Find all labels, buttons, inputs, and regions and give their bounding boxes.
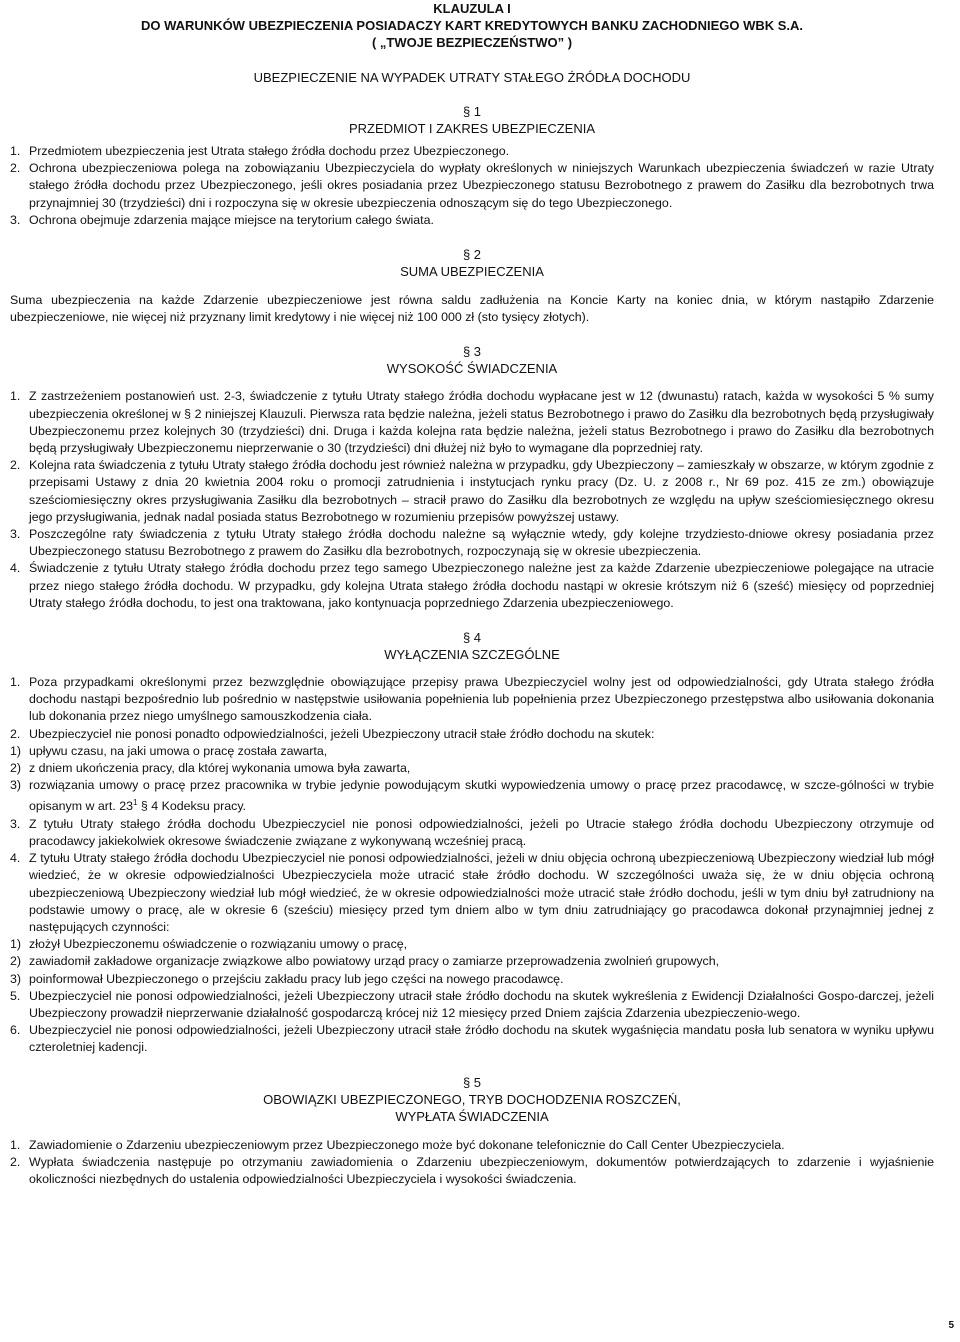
sub-list-item: 3) poinformował Ubezpieczonego o przejściu zakładu pracy lub jego części na nowego pracodawcę. — [10, 971, 564, 986]
section-4-number: § 4 — [462, 630, 482, 646]
list-item: 3. Ochrona obejmuje zdarzenia mające miejsce na terytorium całego świata. — [10, 212, 434, 227]
sub-list-item: 2) zawiadomił zakładowe organizacje związkowe albo powiatowy urząd pracy o zamiarze przeprowadzenia zwolnień grupowych, — [10, 954, 720, 969]
section-2-number: § 2 — [462, 247, 482, 263]
section-2-title: SUMA UBEZPIECZENIA — [400, 264, 544, 280]
section-4-title: WYŁĄCZENIA SZCZEGÓLNE — [384, 647, 560, 663]
list-item: 6. Ubezpieczyciel nie ponosi odpowiedzialności, jeżeli Ubezpieczony utracił stałe źródło dochodu na skutek wygaśnięcia mandatu posła lub senatora w wyniku upływu czteroletniej kadencji. — [10, 1023, 934, 1055]
list-item: 2. Ubezpieczyciel nie ponosi ponadto odpowiedzialności, jeżeli Ubezpieczony utracił stałe źródło dochodu na skutek: — [10, 726, 655, 741]
sub-list-item: 2) z dniem ukończenia pracy, dla której wykonania umowa była zawarta, — [10, 761, 411, 776]
list-item: 1. Przedmiotem ubezpieczenia jest Utrata stałego źródła dochodu przez Ubezpieczonego. — [10, 144, 510, 158]
clause-title: KLAUZULA I — [433, 1, 511, 16]
list-item: 1. Z zastrzeżeniem postanowień ust. 2-3, świadczenie z tytułu Utraty stałego źródła dochodu wypłacane jest w 12 (dwunastu) ratach, każda w wysokości 5 % sumy ubezpieczenia określonej w § 2 niniejszej Klauzuli. Pierwsza rata będzie należna, jeżeli status Bezrobotnego i prawo do Zasiłku dla bezrobotnych będą przysługiwały Ubezpieczonemu przez kolejnych 30 (trzydzieści) dni. Druga i każda kolejna rata będzie należna, jeżeli status Bezrobotnego i prawo do Zasiłku dla bezrobotnych będą przysługiwały Ubezpieczonemu nieprzerwanie o 30 (trzydzieści) dni dłużej niż było to wymagane dla poprzedniej raty. — [10, 389, 934, 456]
list-item: 1. Poza przypadkami określonymi przez bezwzględnie obowiązujące przepisy prawa Ubezpieczyciel wolny jest od odpowiedzialności, gdy Utrata stałego źródła dochodu nastąpi bezpośrednio lub pośrednio w następstwie usiłowania popełnienia lub popełnienia przez Ubezpieczonego przestępstwa albo usiłowania dokonania lub dokonania przez niego umyślnego samouszkodzenia ciała. — [10, 675, 934, 724]
list-item: 4. Z tytułu Utraty stałego źródła dochodu Ubezpieczyciel nie ponosi odpowiedzialności, jeżeli w dniu objęcia ochroną ubezpieczeniową Ubezpieczony wiedział lub mógł wiedzieć, że w okresie odpowiedzialności Ubezpieczyciela może utracić stałe źródło dochodu. W szczególności uważa się, że w dniu objęcia ochroną ubezpieczeniową Ubezpieczony wiedział lub mógł wiedzieć, że w okresie odpowiedzialności może utracić stałe źródło dochodu, jeśli w tym dniu był zatrudniony na podstawie umowy o pracę, ale w okresie 6 (sześciu) miesięcy przed tym dniem albo w tym dniu zatrudniający go pracodawca dokonał przynajmniej jednej z następujących czynności: — [10, 851, 934, 935]
section-5-title-line2: WYPŁATA ŚWIADCZENIA — [395, 1108, 549, 1124]
list-item: 3. Z tytułu Utraty stałego źródła dochodu Ubezpieczyciel nie ponosi odpowiedzialności, jeżeli po Utracie stałego źródła dochodu Ubezpieczony otrzymuje od pracodawcy jakiekolwiek okresowe świadczenie związane z wykonywaną wcześniej pracą. — [10, 816, 934, 849]
list-item: 2. Kolejna rata świadczenia z tytułu Utraty stałego źródła dochodu jest również należna w przypadku, gdy Ubezpieczony – zamieszkały w obszarze, w którym zgodnie z przepisami Ustawy z dnia 20 kwietnia 2004 roku o promocji zatrudnienia i instytucjach rynku pracy (Dz. U. z 2008 r., Nr 69 poz. 415 ze zm.) obowiązuje sześciomiesięczny okres przysługiwania Zasiłku dla bezrobotnych – stracił prawo do Zasiłku dla bezrobotnych ze względu na upływ sześciomiesięcznego okresu jego przysługiwania, jednak nadal posiada status Bezrobotnego w rozumieniu przepisów powyższej ustawy. — [10, 458, 934, 524]
sub-list-item: 1) upływu czasu, na jaki umowa o pracę została zawarta, — [10, 743, 328, 758]
section-1-number: § 1 — [462, 104, 482, 119]
section-3-number: § 3 — [462, 344, 482, 360]
sub-list-item: 3) rozwiązania umowy o pracę przez pracownika w trybie jedynie powodującym skutki wypowiedzenia umowy o pracę przez pracodawcę, w szcze-gólności w trybie opisanym w art. $23^1$ § 4 Kodeksu pracy. — [10, 778, 934, 814]
document-page — [10, 0, 934, 1188]
list-item: 5. Ubezpieczyciel nie ponosi odpowiedzialności, jeżeli Ubezpieczony utracił stałe źródło dochodu na skutek wykreślenia z Ewidencji Działalności Gospo-darczej, jeżeli Ubezpieczony prowadził nieprzerwanie działalność gospodarczą krócej niż 12 miesięcy przed Dniem zajścia Zdarzenia ubezpieczenio-wego. — [10, 988, 934, 1021]
sub-list-item: 1) złożył Ubezpieczonemu oświadczenie o rozwiązaniu umowy o pracę, — [10, 937, 408, 952]
section-2-text: Suma ubezpieczenia na każde Zdarzenie ubezpieczeniowe jest równa saldu zadłużenia na Koncie Karty na koniec dnia, w którym nastąpiło Zdarzenie ubezpieczeniowe, nie więcej niż przyznany limit kredytowy i nie więcej niż 100 000 zł (sto tysięcy złotych). — [10, 293, 934, 325]
clause-name: ( „TWOJE BEZPIECZEŃSTWO” ) — [371, 35, 573, 50]
list-item: 2. Wypłata świadczenia następuje po otrzymaniu zawiadomienia o Zdarzeniu ubezpieczeniowym, dokumentów potwierdzających to zdarzenie i wyjaśnienie okoliczności niezbędnych do ustalenia odpowiedzialności Ubezpieczyciela i wysokości świadczenia. — [10, 1154, 934, 1187]
list-item: 3. Poszczególne raty świadczenia z tytułu Utraty stałego źródła dochodu należne są wyłącznie wtedy, gdy kolejne trzydziesto-dniowe okresy posiadania przez Ubezpieczonego statusu Bezrobotnego z prawem do Zasiłku dla bezrobotnych, rozpoczynają się w okresie ubezpieczenia. — [10, 527, 934, 559]
list-item: 1. Zawiadomienie o Zdarzeniu ubezpieczeniowym przez Ubezpieczonego może być dokonane telefonicznie do Call Center Ubezpieczyciela. — [10, 1137, 785, 1152]
clause-subtitle: DO WARUNKÓW UBEZPIECZENIA POSIADACZY KART KREDYTOWYCH BANKU ZACHODNIEGO WBK S.A. — [140, 18, 804, 33]
section-5-title-line1: OBOWIĄZKI UBEZPIECZONEGO, TRYB DOCHODZENIA ROSZCZEŃ, — [263, 1091, 681, 1107]
list-item: 2. Ochrona ubezpieczeniowa polega na zobowiązaniu Ubezpieczyciela do wypłaty określonych w niniejszych Warunkach ubezpieczenia świadczeń w razie Utraty stałego źródła dochodu przez Ubezpieczonego, jeśli okres posiadania przez Ubezpieczonego statusu Bezrobotnego z prawem do Zasiłku dla bezrobotnych trwa przynajmniej 30 (trzydzieści) dni i rozpoczyna się w okresie ubezpieczenia odnoszącym się do tego Ubezpieczonego. — [10, 161, 934, 210]
section-1-title: PRZEDMIOT I ZAKRES UBEZPIECZENIA — [348, 121, 596, 136]
list-item: 4. Świadczenie z tytułu Utraty stałego źródła dochodu przez tego samego Ubezpieczonego należne jest za każde Zdarzenie ubezpieczeniowe polegające na utracie przez niego stałego źródła dochodu. W przypadku, gdy kolejna Utrata stałego źródła dochodu nastąpi w okresie krótszym niż 6 (sześć) miesięcy od poprzedniej Utraty stałego źródła dochodu, to jest ona traktowana, jako kontynuacja poprzedniego Zdarzenia ubezpieczeniowego. — [10, 561, 934, 610]
page-number: 5 — [948, 1320, 954, 1331]
insurance-title: UBEZPIECZENIE NA WYPADEK UTRATY STAŁEGO ŹRÓDŁA DOCHODU — [253, 70, 691, 85]
section-3-title: WYSOKOŚĆ ŚWIADCZENIA — [386, 361, 558, 377]
section-5-number: § 5 — [462, 1074, 482, 1090]
